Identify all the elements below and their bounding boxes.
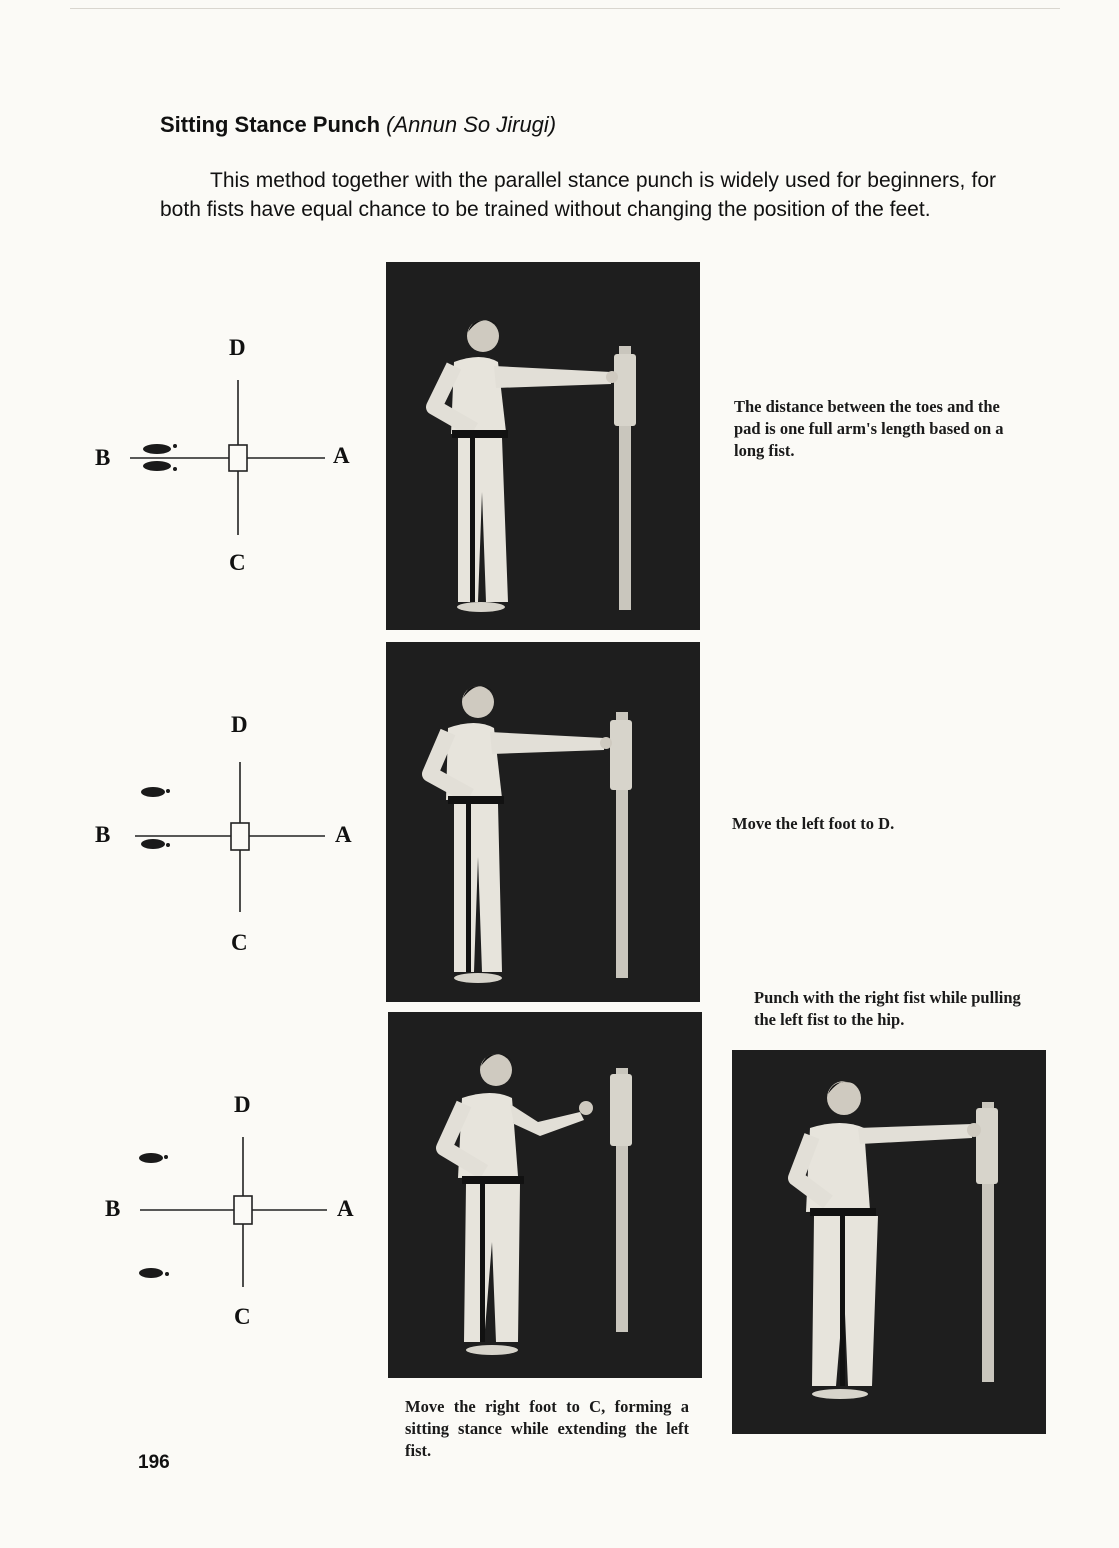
caption-step-1: The distance between the toes and the pad is one full arm's length based on a long fist. [734,397,1004,460]
label-d: D [229,335,246,360]
direction-cross-3 [105,1092,405,1342]
label-d: D [234,1092,251,1117]
martial-artist-figure [386,262,700,630]
label-a: A [337,1196,354,1221]
title-korean: (Annun So Jirugi) [386,112,557,137]
martial-artist-figure [388,1012,702,1378]
label-c: C [234,1304,251,1329]
stance-diagram-2 [95,712,395,962]
photo-step-4 [732,1050,1046,1434]
photo-step-3 [388,1012,702,1378]
footprint-icon [139,1153,169,1278]
photo-step-1 [386,262,700,630]
martial-artist-figure [386,642,700,1002]
page-number: 196 [138,1452,170,1473]
label-b: B [95,445,111,470]
intro-text: This method together with the parallel stance punch is widely used for beginners, for both fists have equal chance to be trained without changing the position of the feet. [160,169,996,221]
label-c: C [231,930,248,955]
caption-step-3: Move the right foot to C, forming a sitting stance while extending the left fist. [405,1397,689,1460]
title-main: Sitting Stance Punch [160,112,381,137]
label-d: D [231,712,248,737]
label-c: C [229,550,246,575]
intro-paragraph [160,166,996,224]
stance-diagram-3 [105,1092,405,1342]
label-b: B [105,1196,121,1221]
caption-step-2: Move the left foot to D. [732,814,895,833]
direction-cross-1 [95,335,395,585]
top-rule [70,8,1060,9]
section-title [160,112,556,138]
label-a: A [335,822,352,847]
photo-step-2 [386,642,700,1002]
footprint-icon [141,787,170,849]
martial-artist-figure [732,1050,1046,1434]
caption-step-4: Punch with the right fist while pulling the left fist to the hip. [754,988,1021,1029]
stance-diagram-1 [95,335,395,585]
label-b: B [95,822,111,847]
label-a: A [333,443,350,468]
